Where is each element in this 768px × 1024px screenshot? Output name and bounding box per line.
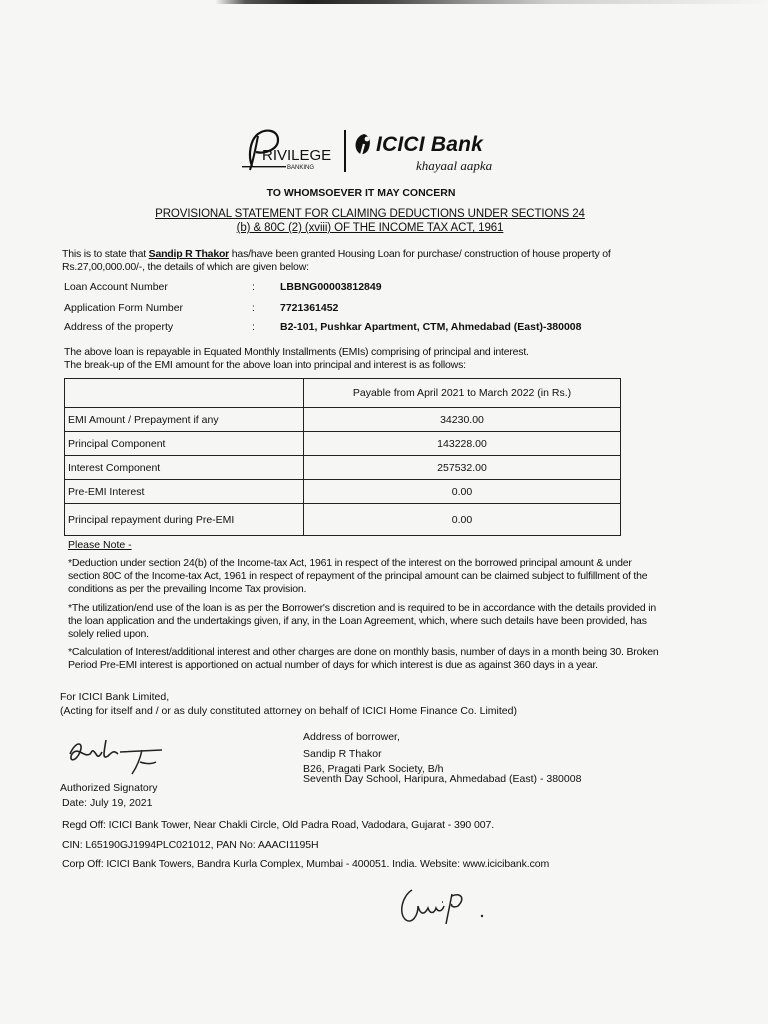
corp-office: Corp Off: ICICI Bank Towers, Bandra Kurla Complex, Mumbai - 400051. India. Website: www.icicibank.com: [62, 858, 550, 870]
property-address-label: Address of the property: [64, 321, 174, 333]
loan-account-value: LBBNG00003812849: [280, 281, 382, 293]
for-bank-block: [60, 690, 517, 718]
table-row: [65, 456, 621, 480]
row-label: Principal Component: [65, 432, 304, 456]
letterhead-logo: [238, 126, 528, 182]
table-header-period: Payable from April 2021 to March 2022 (in Rs.): [304, 379, 621, 408]
privilege-p-icon: [238, 126, 340, 180]
table-row: [65, 408, 621, 432]
borrower-address-line2: Seventh Day School, Haripura, Ahmedabad (East) - 380008: [303, 773, 582, 785]
row-value: 0.00: [304, 480, 621, 504]
cin-pan: CIN: L65190GJ1994PLC021012, PAN No: AAACI1195H: [62, 839, 319, 851]
regd-office: Regd Off: ICICI Bank Tower, Near Chakli Circle, Old Padra Road, Vadodara, Gujarat - 390 007.: [62, 819, 495, 831]
loan-account-label: Loan Account Number: [64, 281, 168, 293]
table-row: [65, 504, 621, 536]
table-row: [65, 480, 621, 504]
letter-salutation: TO WHOMSOEVER IT MAY CONCERN: [266, 187, 456, 199]
for-bank-text: For ICICI Bank Limited,: [60, 691, 170, 703]
emi-description: [64, 346, 634, 371]
row-value: 0.00: [304, 504, 621, 536]
bank-tagline: khayaal aapka: [416, 158, 493, 173]
borrower-heading: Address of borrower,: [303, 731, 400, 743]
statement-title-line1: PROVISIONAL STATEMENT FOR CLAIMING DEDUCTIONS UNDER SECTIONS 24: [155, 208, 585, 220]
table-header-empty: [65, 379, 304, 408]
letter-date: Date: July 19, 2021: [62, 797, 153, 809]
application-value: 7721361452: [280, 302, 339, 314]
icici-swirl-icon: [352, 132, 376, 158]
intro-prefix: This is to state that: [62, 248, 149, 260]
table-row: [65, 432, 621, 456]
note-item: *The utilization/end use of the loan is as per the Borrower's discretion and is required to be in accordance with the details provided in the loan application and the undertakings given, if any, in the Loan Agreement, which, where such details have been provided, has solely relied upon.: [68, 602, 657, 640]
bank-name: ICICI Bank: [376, 133, 484, 156]
row-label: EMI Amount / Prepayment if any: [65, 408, 304, 432]
acting-text: (Acting for itself and / or as duly constituted attorney on behalf of ICICI Home Finance Co. Limited): [60, 705, 517, 717]
colon: :: [252, 302, 255, 314]
row-label: Principal repayment during Pre-EMI: [65, 504, 304, 536]
intro-suffix: has/have been granted Housing Loan for purchase/ construction of house property of Rs.27,00,000.00/-, the details of which are given below:: [62, 248, 611, 273]
privilege-banking-logo: [238, 126, 340, 180]
borrower-signature: [396, 880, 496, 928]
statement-title-line2: (b) & 80C (2) (xviii) OF THE INCOME TAX ACT, 1961: [236, 222, 504, 234]
borrower-address-name: Sandip R Thakor: [303, 748, 382, 760]
row-value: 143228.00: [304, 432, 621, 456]
colon: :: [252, 281, 255, 293]
privilege-text: RIVILEGE: [262, 147, 332, 164]
emi-line1: The above loan is repayable in Equated Monthly Installments (EMIs) comprising of principal and interest.: [64, 346, 529, 358]
logo-divider: [344, 130, 346, 172]
colon: :: [252, 321, 255, 333]
notes-heading: Please Note -: [68, 539, 132, 551]
emi-line2: The break-up of the EMI amount for the above loan into principal and interest is as follows:: [64, 358, 466, 371]
borrower-address-block: [303, 729, 581, 786]
row-value: 257532.00: [304, 456, 621, 480]
borrower-address-line1: B26, Pragati Park Society, B/h: [303, 763, 444, 775]
emi-breakup-table: [64, 378, 621, 536]
application-label: Application Form Number: [64, 302, 184, 314]
row-label: Interest Component: [65, 456, 304, 480]
borrower-name: Sandip R Thakor: [148, 248, 230, 260]
icici-brand: [352, 132, 483, 158]
note-item: *Calculation of Interest/additional interest and other charges are done on monthly basis, number of days in a month being 30. Broken Period Pre-EMI interest is apportioned on actual number of days for which interest is due as against 360 days in a year.: [68, 646, 659, 671]
authorized-signature: [62, 732, 170, 780]
note-item: *Deduction under section 24(b) of the Income-tax Act, 1961 in respect of the interest on the borrowed principal amount & under section 80C of the Income-tax Act, 1961 in respect of repayment of the principal amount can be claimed subject to fulfillment of the conditions as per the prevailing Income Tax provision.: [68, 557, 648, 595]
scan-edge: [0, 0, 768, 4]
row-label: Pre-EMI Interest: [65, 480, 304, 504]
property-address-value: B2-101, Pushkar Apartment, CTM, Ahmedabad (East)-380008: [280, 321, 582, 333]
intro-paragraph: [62, 248, 642, 274]
banking-text: BANKING: [287, 165, 315, 171]
authorized-signatory-label: Authorized Signatory: [60, 782, 158, 794]
row-value: 34230.00: [304, 408, 621, 432]
table-header-row: [65, 379, 621, 408]
